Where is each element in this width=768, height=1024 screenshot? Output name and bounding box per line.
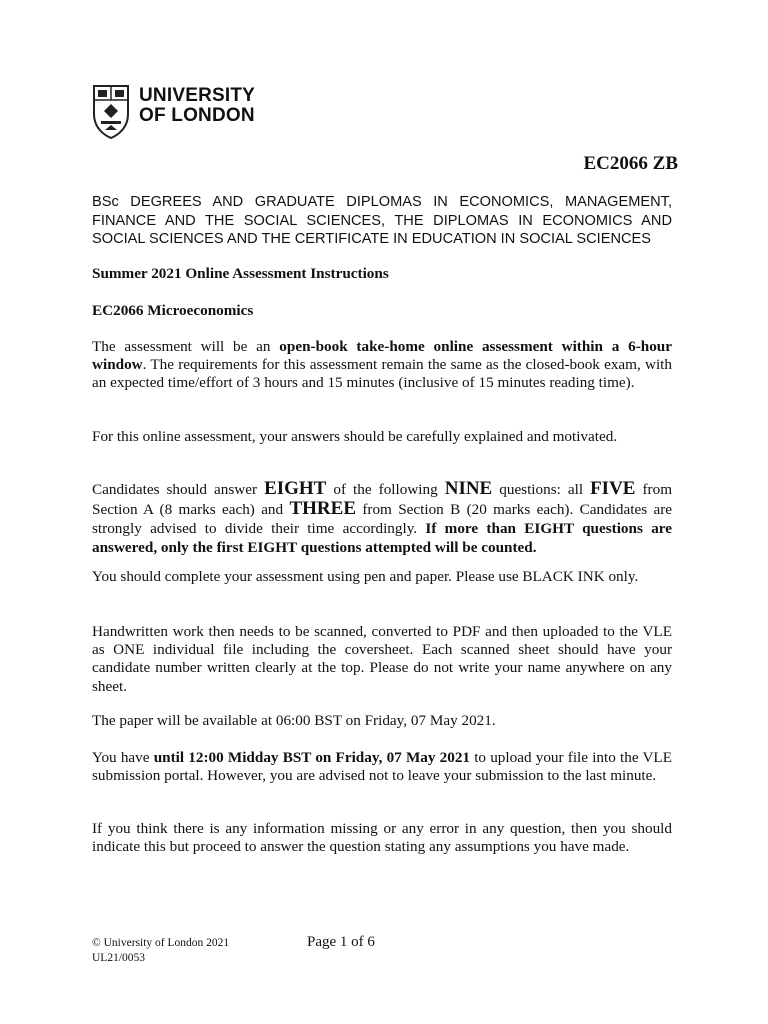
page-number: Page 1 of 6 — [307, 934, 375, 950]
paragraph-availability: The paper will be available at 06:00 BST on Friday, 07 May 2021. — [92, 712, 496, 729]
university-logo — [92, 84, 255, 140]
paragraph-scanning: Handwritten work then needs to be scanned, converted to PDF and then uploaded to the VLE as ONE individual file including the coversheet. Each scanned sheet should have your candidate number written clearly at the top. Please do not write your name anywhere on any sheet. — [92, 623, 672, 695]
footer-copyright: © University of London 2021 — [92, 937, 230, 949]
logo-line-2: OF LONDON — [139, 105, 255, 126]
paragraph-question-count: Candidates should answer EIGHT of the following NINE questions: all FIVE from Section A (8 marks each) and THREE from Section B (20 marks each). Candidates are strongly advised to divide their time accordingly. If more than EIGHT questions are answered, only the first EIGHT questions attempted will be counted. — [92, 478, 673, 556]
paragraph-explain: For this online assessment, your answers should be carefully explained and motivated. — [92, 428, 618, 445]
course-title: EC2066 Microeconomics — [92, 302, 254, 319]
footer-reference: UL21/0053 — [92, 952, 146, 964]
logo-line-1: UNIVERSITY — [139, 85, 256, 106]
paragraph-deadline: You have until 12:00 Midday BST on Friday, 07 May 2021 to upload your file into the VLE submission portal. However, you are advised not to leave your submission to the last minute. — [92, 749, 672, 785]
exam-code: EC2066 ZB — [583, 153, 678, 174]
paragraph-assessment-format: The assessment will be an open-book take-home online assessment within a 6-hour window. The requirements for this assessment remain the same as the closed-book exam, with an expected time/effort of 3 hours and 15 minutes (inclusive of 15 minutes reading time). — [92, 338, 672, 392]
footer-copyright-block — [92, 936, 229, 966]
paragraph-pen-and-paper: You should complete your assessment using pen and paper. Please use BLACK INK only. — [92, 568, 639, 585]
crest-icon — [92, 84, 130, 140]
degrees-heading: BSc DEGREES AND GRADUATE DIPLOMAS IN ECONOMICS, MANAGEMENT, FINANCE AND THE SOCIAL SCIENCES, THE DIPLOMAS IN ECONOMICS AND SOCIAL SCIENCES AND THE CERTIFICATE IN EDUCATION IN SOCIAL SCIENCES — [92, 194, 672, 247]
paragraph-errors: If you think there is any information missing or any error in any question, then you should indicate this but proceed to answer the question stating any assumptions you have made. — [92, 820, 672, 856]
instructions-title: Summer 2021 Online Assessment Instructions — [92, 265, 389, 282]
